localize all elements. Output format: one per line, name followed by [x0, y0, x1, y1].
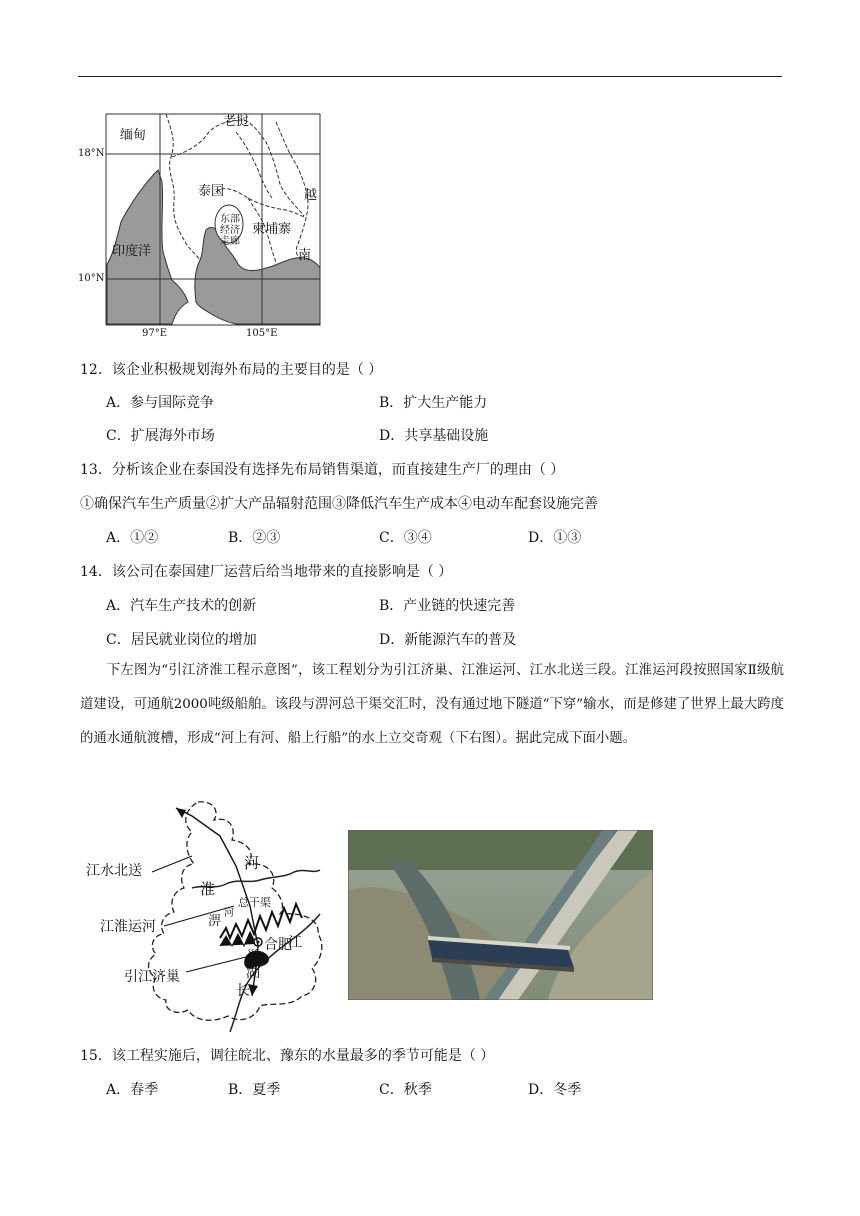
label-pi: 淠	[208, 914, 222, 929]
q12-option-d[interactable]: D．共享基础设施	[379, 428, 489, 444]
label-indian-ocean: 印度洋	[112, 244, 152, 259]
southeast-asia-map	[76, 112, 326, 342]
q12-option-b[interactable]: B．扩大生产能力	[379, 395, 488, 411]
label-lon-97: 97°E	[142, 328, 168, 339]
question-13-stem: 13．分析该企业在泰国没有选择先布局销售渠道，而直接建生产厂的理由（ ）	[80, 462, 565, 478]
label-thailand: 泰国	[198, 184, 225, 199]
water-diversion-map	[80, 796, 330, 1032]
q15-option-a[interactable]: A．春季	[106, 1082, 159, 1098]
label-he: 河	[244, 854, 260, 872]
q15-option-b[interactable]: B．夏季	[228, 1082, 281, 1098]
label-lon-105: 105°E	[246, 328, 278, 339]
q15-option-c[interactable]: C．秋季	[379, 1082, 432, 1098]
question-13-statements: ①确保汽车生产质量②扩大产品辐射范围③降低汽车生产成本④电动车配套设施完善	[80, 496, 598, 512]
q13-option-b[interactable]: B．②③	[228, 530, 281, 546]
label-vietnam-2: 南	[298, 248, 312, 263]
label-lat-10: 10°N	[78, 273, 105, 284]
label-chaohu-1: 巢	[246, 949, 260, 965]
q13-option-c[interactable]: C．③④	[379, 530, 432, 546]
label-jiang: 江	[288, 935, 302, 951]
label-pi-he: 河	[224, 908, 234, 919]
label-south-route: 引江济巢	[124, 969, 180, 985]
label-corridor-2: 经济	[220, 225, 240, 236]
label-canal-route: 江淮运河	[100, 919, 156, 935]
label-chaohu-2: 湖	[246, 965, 260, 981]
reading-passage	[80, 654, 784, 756]
label-huai: 淮	[200, 880, 216, 898]
q14-option-b[interactable]: B．产业链的快速完善	[379, 598, 516, 614]
q12-option-c[interactable]: C．扩展海外市场	[106, 428, 215, 444]
label-lat-18: 18°N	[78, 148, 105, 159]
question-12-stem: 12．该企业积极规划海外布局的主要目的是（ ）	[80, 362, 383, 378]
label-vietnam-1: 越	[304, 188, 318, 203]
q13-option-d[interactable]: D．①③	[528, 530, 582, 546]
label-corridor-1: 东部	[220, 214, 240, 225]
q15-option-d[interactable]: D．冬季	[528, 1082, 582, 1098]
label-zongganqu: 总干渠	[238, 896, 271, 909]
question-14-stem: 14．该公司在泰国建厂运营后给当地带来的直接影响是（ ）	[80, 564, 453, 580]
passage-text: 下左图为“引江济淮工程示意图”，该工程划分为引江济巢、江淮运河、江水北送三段。江淮运河段按照国家Ⅱ级航道建设，可通航2000吨级船舶。该段与淠河总干渠交汇时，没有通过地下隧道“下穿”输水，而是修建了世界上最大跨度的通水通航渡槽，形成“河上有河、船上行船”的水上立交奇观（下右图）。据此完成下面小题。	[80, 663, 784, 746]
q14-option-a[interactable]: A．汽车生产技术的创新	[106, 598, 257, 614]
label-hefei: 合肥	[264, 937, 292, 953]
water-diversion-map-graphic	[80, 796, 330, 1032]
q14-option-d[interactable]: D．新能源汽车的普及	[379, 632, 517, 648]
q13-option-a[interactable]: A．①②	[106, 530, 159, 546]
label-north-route: 江水北送	[86, 863, 142, 879]
q14-option-c[interactable]: C．居民就业岗位的增加	[106, 632, 257, 648]
label-cambodia: 柬埔寨	[252, 222, 292, 237]
question-15-stem: 15．该工程实施后，调往皖北、豫东的水量最多的季节可能是（ ）	[80, 1048, 495, 1064]
label-corridor-3: 走廊	[220, 236, 240, 247]
q12-option-a[interactable]: A．参与国际竞争	[106, 395, 215, 411]
aqueduct-photo	[348, 830, 653, 1000]
aqueduct-photo-graphic	[348, 830, 653, 1000]
label-chang: 长	[236, 983, 250, 999]
label-laos: 老挝	[223, 114, 250, 129]
header-rule	[78, 76, 782, 77]
label-myanmar: 缅甸	[120, 128, 147, 143]
